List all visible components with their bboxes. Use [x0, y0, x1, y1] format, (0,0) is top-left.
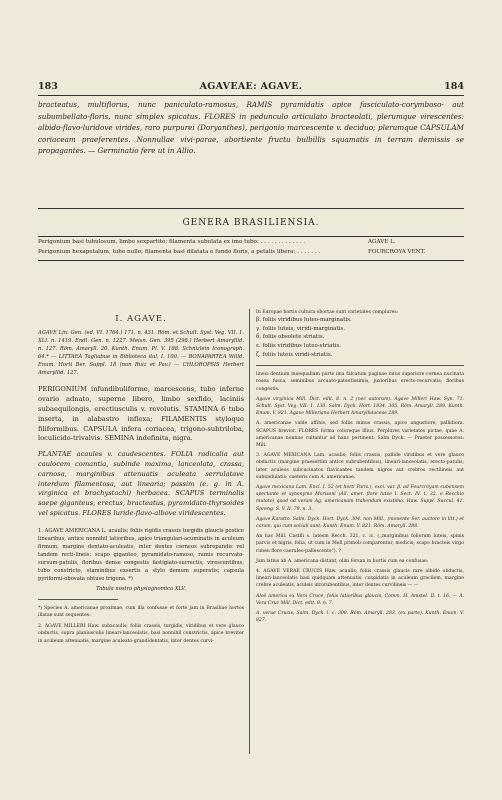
key-genus: FOURCROYA VENT.: [368, 249, 426, 255]
species-entry: 3. AGAVE MEXICANA Lam. acaulis; foliis crassis, pallide viridibus et vere glauco obductis (margine praesertim antice subrubentibus), lineari-lanceolatis, erecto-patulis, inter aculeos subcucinatos flavicantes tandem nigros aut crebros rectilineis aut subundulatis; caeteris cum A. americanae.: [256, 453, 464, 480]
synonymy-para: A. verae Crucis, Salm. Dyck. l. c. 308. Röm. Amaryll. 283. (ex parte). Kunth. Enum. V. 827.: [256, 611, 464, 624]
key-bottom-rule: [38, 260, 464, 261]
synonymy-para: Agave virginica Mill. Dict. edit. 8. n. 2 (nec autorum). Agave Milleri Haw. Syn. 71. Schult. Syst. Veg. VII. 1. 130. Salm. Dyck. Hort. 1834. 305. Röm. Amaryll. 289. Kunth. Enum. V. 821. Agave Milleriana Herbert Amaryllidaceae 289.: [256, 396, 464, 417]
key-description: Perigonium hexapetalum, tubo nullo; filamenta basi dilatata e fundo floris, a petalis libera: . . . . . . .: [38, 249, 321, 255]
description-para: An hac Mill. Castili s. latesm Recch. 321. c. ic. (,,marginibus foliorum luteis, spinis parvis et nigris, folia, ut cum in Mell primoli comparentur, modicis; scapo bracteis virgo ruben flore caeruleo-pallescente"). ?: [256, 534, 464, 554]
synonymy-para: Agave Karatto. Salm. Dyck. Hort. Dyck. 304. non Mill., (monente Ser. auctore in litt.) et coram, qui cum sociali sunt: Kunth. Enum. V. 821. Röm. Amaryll. 288.: [256, 516, 464, 530]
species-entry: 1. AGAVE AMERICANA L. acaulis; foliis rigidis crassis turgidis glaucis postice linearibus, antice nonnihil latioribus, apice triangulari-acuminatis in aculeum firmum, margine dentato-aculeatis, inter dentes corneos subrepandis vel tandem recti-lineis; scapo giganteo, pyramidato-ramoso, ramis recurvato-sursum-patulis, floribus dense congestis fastigiato-surrectis, virescentibus, tubo constricto, staminibus exsertis a stylo demum superatis; capsula pyriformi-obovata obtuse trigona. *): [38, 527, 244, 582]
variety-item: δ. foliis obsolete striatis.: [256, 334, 325, 341]
description-para: A. americanae valde affinis, sed foliis minus crassis, apice angustiore, pallidiora. SCAPUS brevior. FLORES forma coloreque illius. Perplures varietates pictae, quae A. americanae nonnue cultantur ad hanc pertinent: Salm Dyck. — Praeter possessores: Mill.: [256, 421, 464, 448]
tabula-reference: Tabula nostra physiognomica XLV.: [96, 585, 186, 592]
key-top-rule: [38, 236, 464, 237]
footnote-rule: [38, 599, 118, 600]
key-genus: AGAVE L.: [368, 239, 396, 245]
variety-item: β. foliis viridibus luteo-marginatis.: [256, 317, 352, 324]
intro-paragraph: bracteatus, multiflorus, nunc paniculato-ramosus, RAMIS pyramidatis apice fasciculato-corymboso- aut subumbellato-floris, nunc simplex spicatus. FLORES in pedunculo articulato bracteolati, plerumque virescentes: albido-flavo-luridove virides, raro purpurei (Doryanthes), perigonio marcescente v. deciduo; plerumque CAPSULAM coriaceam praeferentes. Nonnullae vivi-parae, abortiente fructu bulbillis squamatis in terram demissis se propagantes. — Germinatio fere ut in Allio.: [38, 100, 464, 155]
species-entry: 4. AGAVE VERAE CRUCIS Haw. acaulis; foliis crassis glaucis rare albido obductis, lineari-lanceolatis basi quidquam attenuatis, cuspidatis in aculeum gracilem, margine crebre aculeatis, aculeis utrorubentibus, inter dentes curvilineis — —: [256, 569, 464, 589]
left-column: [38, 309, 244, 645]
varieties-intro: In Europae hortis cultura obortae sunt varietates complures:: [256, 310, 399, 315]
habit-description: PLANTAE acaules v. caudescentes. FOLIA radicalia aut caulocem comantia, subinde maxima, lanceolata, crassa, carnosa, marginibus attenuatis aculeata serrulatave interdum filamentosa, aut linearia; passim (e. g. in A. virginica et brachystachi) herbacea. SCAPUS terminalis saepe giganteus, erectus, bracteatus, pyramidato-thyrsoides vel spicatus. FLORES luride-flavo-albove viridescentes.: [38, 450, 244, 517]
synonymy: AGAVE Lin. Gen. (ed. VI. 1764.) 171. n. 431. Röm. et Schult. Syst. Veg. VII. 1. XLI. n. 1419. Endl. Gen. n. 1227. Meisn. Gen. 395 (298.) Herbert Amaryllid. n. 127. Röm. Amaryll. 20. Kunth. Enum. Pl. V. 188. Schnizlein Iconograph. 64.* — LITTAEA Tagliabue in Biblioteca ital. I. 100. — BONAPARTEA Willd. Enum. Horti Ber. Suppl. 18 (non Ruiz et Pav.) — CHLOROPSIS Herbert Amaryllid. 127.: [38, 330, 244, 377]
description-para: Jam latius ab A. americana distant, olim forsan in hortis cum ea confusae:: [256, 558, 429, 564]
section-rule: [38, 208, 464, 209]
variety-item: ζ. foliis luteis viridi-striatis.: [256, 351, 333, 358]
synonymy-para: Aloë america ex Vera Cruce, foliis latioribus glaucis, Comm. H. Amstel. II. t. 16. — A. Vera Cruz Mill. Dict. edit. 8. n. 7.: [256, 593, 464, 606]
running-title: AGAVEAE: AGAVE.: [199, 81, 303, 92]
running-header: [38, 81, 464, 95]
description-para: lineis dentium inaequalium parte ima falcatum paginae intus superiore cornea nucinata rosea fusca, seminibus arcuato-patentissimis, juxioribus erecto-recurvatis; floribus congestis.: [256, 372, 464, 392]
right-page-number: 184: [444, 81, 464, 92]
right-column: [256, 309, 464, 624]
variety-item: ε. foliis viridibus luteo-striatis.: [256, 342, 341, 349]
column-divider: [249, 309, 250, 754]
left-page-number: 183: [38, 81, 58, 92]
header-rule: [38, 95, 464, 96]
footnote: *) Species A. americanae proximae, cum illa confusae et forte jam in Brasiliae hortos illatae sunt sequentes:: [38, 605, 244, 618]
genus-description: PERIGONIUM infundibuliforme, marcescens, tubo inferne ovario adnato, superne libero, limbo sexfido, laciniis subaequilongis, erectiusculis v. revolutis. STAMINA 6 tubo inserta, in alabastro inflexa; FILAMENTIS styloque filiformibus. CAPSULA infera coriacea, trigono-subtriloba, loculicido-trivalvis. SEMINA indefinita, nigra.: [38, 385, 244, 443]
variety-item: γ. foliis luteis, viridi-marginatis.: [256, 325, 345, 332]
genus-section-title: I. AGAVE.: [115, 314, 167, 324]
genera-heading: GENERA BRASILIENSIA.: [182, 218, 320, 228]
synonymy-para: Agave mexicana Lam. Encl. I. 52 (et horti Paris.), exci. var. β. ad Fourcroyam cubensem spectante et synonymo Morisoni (Ail. amer. flore lutee l. Sect. IV. t. 32. e Recchio mutato) quod ad veram Ag. americanam trahendum existimo. Haw. Suppl. Succul. 41. Spreng. S. V. II. 79. n. 3.: [256, 485, 464, 512]
right-rule: [256, 365, 464, 366]
footnote-species: 2. AGAVE MILLERI Haw. subacaulis; foliis crassis, turgidis, viridibus et vere glauco obductis, supra planiusculis lineari-lanceolatis, basi nonnihil constrictis, apice breviter in aculeum attenuatis, margine aculeato-grandidentatis, inter dentes curvi-: [38, 624, 244, 644]
key-description: Perigonium basi tubulosum, limbo sexpartito; filamenta subulata ex imo tubo: . . . . . . . . . . . . .: [38, 239, 306, 245]
